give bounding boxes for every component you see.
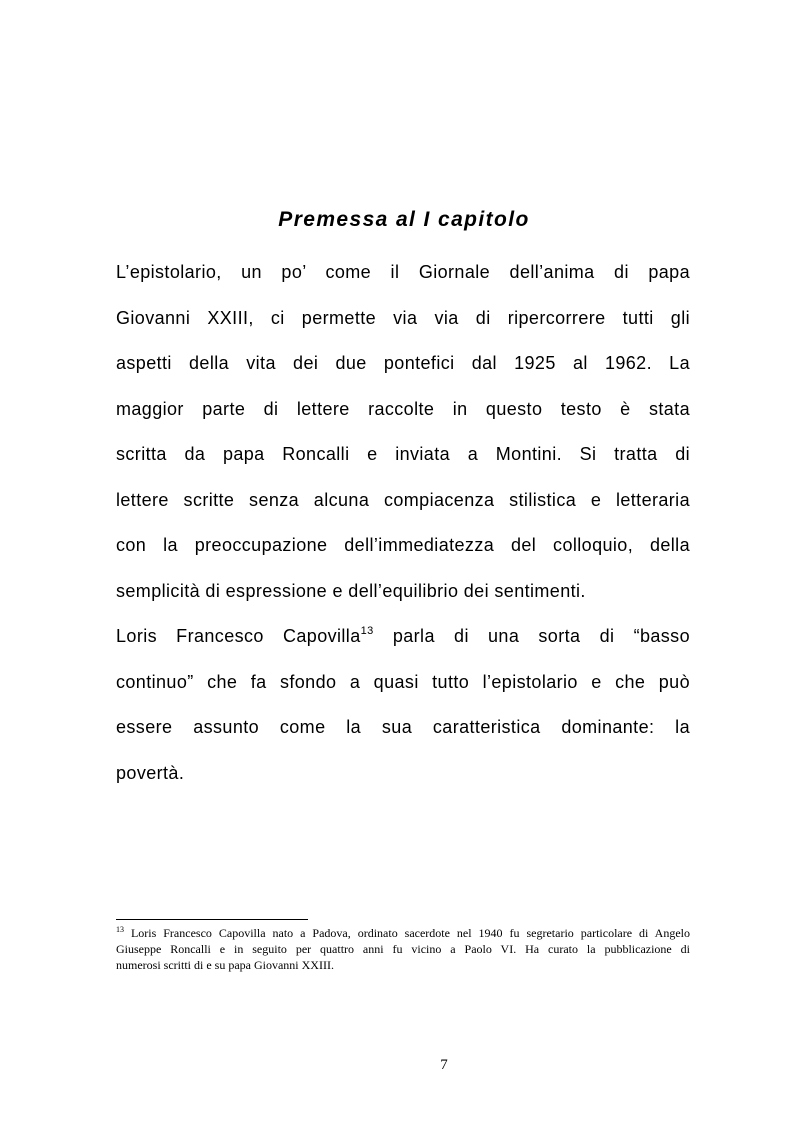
body-line-12: povertà.: [116, 763, 185, 783]
body-line-4: maggior parte di lettere raccolte in questo testo è stata: [116, 399, 690, 419]
body-line-5: scritta da papa Roncalli e inviata a Montini. Si tratta di: [116, 444, 690, 464]
footnote-reference[interactable]: 13: [360, 625, 374, 637]
body-line-11: essere assunto come la sua caratteristica dominante: la: [116, 717, 690, 737]
footnote-line-1: [116, 925, 690, 941]
body-line-2: Giovanni XXIII, ci permette via via di ripercorrere tutti gli: [116, 308, 690, 328]
chapter-heading: Premessa al I capitolo: [278, 208, 530, 231]
body-line-6: lettere scritte senza alcuna compiacenza stilistica e letteraria: [116, 490, 690, 510]
body-line-9-rest: parla di una sorta di “basso: [373, 626, 690, 646]
page-number: 7: [440, 1057, 448, 1073]
footnote-line-3: numerosi scritti di e su papa Giovanni XXIII.: [116, 958, 334, 972]
footnote-line-2: Giuseppe Roncalli e in seguito per quattro anni fu vicino a Paolo VI. Ha curato la pubblicazione di: [116, 942, 690, 956]
footnote-separator: [116, 919, 308, 920]
body-line-7: con la preoccupazione dell’immediatezza del colloquio, della: [116, 535, 690, 555]
author-name-text: Loris Francesco Capovilla: [116, 626, 361, 646]
footnote-number: 13: [116, 925, 124, 934]
body-line-1: L’epistolario, un po’ come il Giornale dell’anima di papa: [116, 262, 690, 282]
body-line-3: aspetti della vita dei due pontefici dal 1925 al 1962. La: [116, 353, 690, 373]
body-line-9: [116, 624, 690, 648]
body-line-10: continuo” che fa sfondo a quasi tutto l’epistolario e che può: [116, 672, 690, 692]
footnote-line-1-text: Loris Francesco Capovilla nato a Padova, ordinato sacerdote nel 1940 fu segretario particolare di Angelo: [124, 926, 690, 940]
body-line-8: semplicità di espressione e dell’equilibrio dei sentimenti.: [116, 581, 586, 601]
